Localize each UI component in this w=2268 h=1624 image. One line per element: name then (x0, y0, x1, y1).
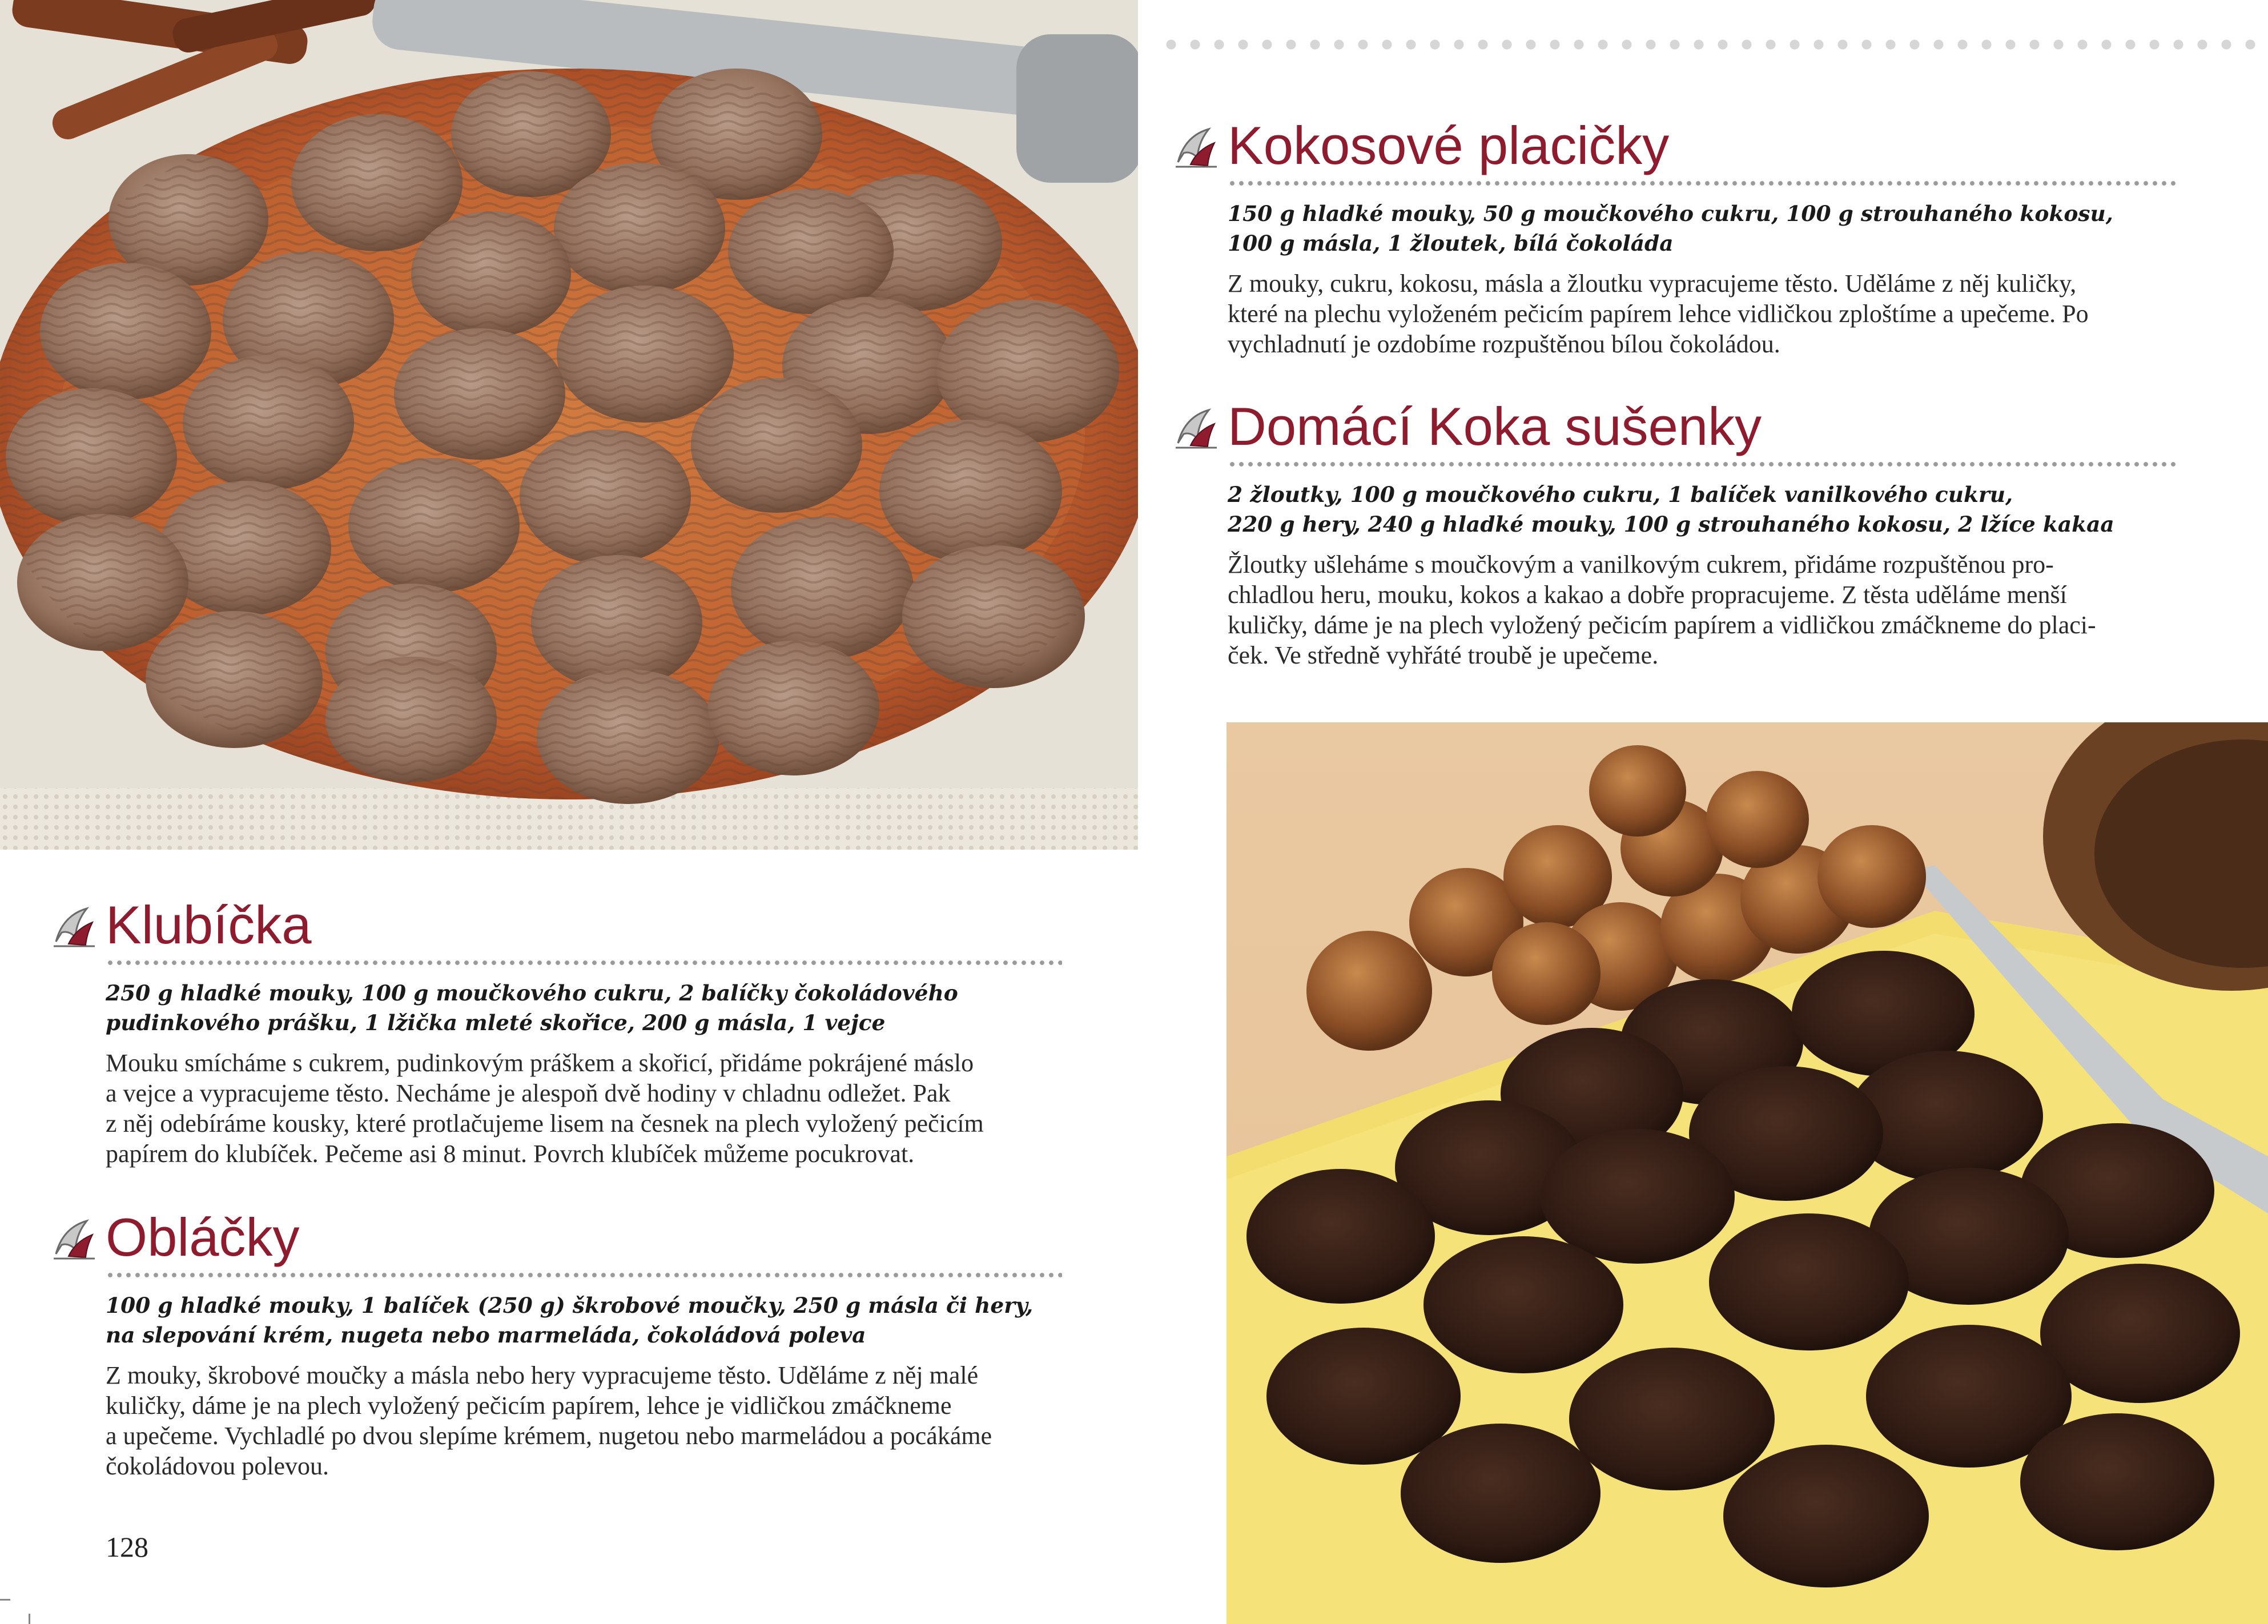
ingredients-line: 150 g hladké mouky, 50 g moučkového cukru, 100 g strouhaného kokosu, (1228, 201, 2113, 226)
ingredients-line: 100 g másla, 1 žloutek, bílá čokoláda (1228, 231, 1674, 256)
recipe-header (1173, 395, 2178, 458)
leaf-ornament-icon (1173, 405, 1219, 451)
method-line: Z mouky, škrobové moučky a másla nebo hery vypracujeme těsto. Uděláme z něj malé (106, 1361, 979, 1389)
chocolate-cookies-illustration (1227, 722, 2268, 1624)
ingredients-line: pudinkového prášku, 1 lžička mleté skořice, 200 g másla, 1 vejce (106, 1010, 886, 1035)
recipe-domaci-koka-susenky (1173, 395, 2178, 670)
dotted-divider (106, 1272, 1062, 1278)
ingredients-list (1228, 199, 2178, 258)
dotted-divider (1228, 180, 2178, 186)
recipe-title: Obláčky (106, 1207, 300, 1267)
method-line: a vejce a vypracujeme těsto. Necháme je alespoň dvě hodiny v chladnu odležet. Pak (106, 1079, 951, 1107)
method-text (106, 1360, 1062, 1481)
ingredients-line: 100 g hladké mouky, 1 balíček (250 g) škrobové moučky, 250 g másla či hery, (106, 1293, 1034, 1318)
method-text (106, 1048, 1062, 1169)
page-number: 128 (106, 1531, 148, 1563)
method-line: papírem do klubíček. Pečeme asi 8 minut. Povrch klubíček můžeme pocukrovat. (106, 1140, 915, 1168)
recipe-kokosove-placicky (1173, 114, 2178, 359)
ingredients-line: 220 g hery, 240 g hladké mouky, 100 g strouhaného kokosu, 2 lžíce kakaa (1228, 512, 2114, 537)
photo-cookies-plate (0, 0, 1138, 850)
ingredients-line: na slepování krém, nugeta nebo marmeláda, čokoládová poleva (106, 1322, 866, 1348)
method-line: chladlou heru, mouku, kokos a kakao a dobře propracujeme. Z těsta uděláme menší (1228, 581, 2067, 609)
method-line: Z mouky, cukru, kokosu, másla a žloutku vypracujeme těsto. Uděláme z něj kuličky, (1228, 270, 2077, 298)
method-line: čokoládovou polevou. (106, 1452, 329, 1480)
recipe-header (1173, 114, 2178, 177)
recipe-title: Kokosové placičky (1228, 115, 1670, 175)
method-line: vychladnutí je ozdobíme rozpuštěnou bílou čokoládou. (1228, 330, 1780, 358)
ingredients-line: 250 g hladké mouky, 100 g moučkového cukru, 2 balíčky čokoládového (106, 980, 958, 1006)
recipe-title: Domácí Koka sušenky (1228, 396, 1762, 456)
method-line: kuličky, dáme je na plech vyložený pečicím papírem, lehce je vidličkou zmáčkneme (106, 1392, 952, 1420)
ingredients-list (106, 1291, 1062, 1350)
recipe-header (51, 1206, 1062, 1269)
leaf-ornament-icon (1173, 124, 1219, 170)
method-line: z něj odebíráme kousky, které protlačujeme lisem na česnek na plech vyložený pečicím (106, 1110, 984, 1137)
recipe-klubicka (51, 894, 1062, 1169)
ingredients-list (106, 978, 1062, 1038)
method-line: kuličky, dáme je na plech vyložený pečicím papírem a vidličkou zmáčkneme do placi- (1228, 611, 2096, 639)
crop-mark (0, 1599, 10, 1601)
method-line: Žloutky ušleháme s moučkovým a vanilkovým cukrem, přidáme rozpuštěnou pro- (1228, 550, 2054, 578)
method-line: které na plechu vyloženém pečicím papírem lehce vidličkou zploštíme a upečeme. Po (1228, 300, 2089, 328)
ingredients-line: 2 žloutky, 100 g moučkového cukru, 1 balíček vanilkového cukru, (1228, 482, 2013, 507)
recipe-header (51, 894, 1062, 956)
recipe-title: Klubíčka (106, 895, 312, 955)
leaf-ornament-icon (51, 904, 97, 950)
method-line: a upečeme. Vychladlé po dvou slepíme krémem, nugetou nebo marmeládou a pocákáme (106, 1422, 992, 1450)
leaf-ornament-icon (51, 1216, 97, 1262)
dotted-divider (1228, 461, 2178, 467)
method-text (1228, 268, 2178, 359)
method-text (1228, 549, 2178, 670)
method-line: ček. Ve středně vyhřáté troubě je upečeme. (1228, 641, 1659, 669)
cookies-plate-illustration (0, 0, 1138, 850)
photo-chocolate-cookies (1227, 722, 2268, 1624)
recipe-oblacky (51, 1206, 1062, 1481)
dotted-divider (106, 960, 1062, 966)
top-dot-border (1159, 39, 2267, 50)
ingredients-list (1228, 480, 2178, 539)
crop-mark (29, 1614, 30, 1624)
method-line: Mouku smícháme s cukrem, pudinkovým práškem a skořicí, přidáme pokrájené máslo (106, 1049, 974, 1077)
